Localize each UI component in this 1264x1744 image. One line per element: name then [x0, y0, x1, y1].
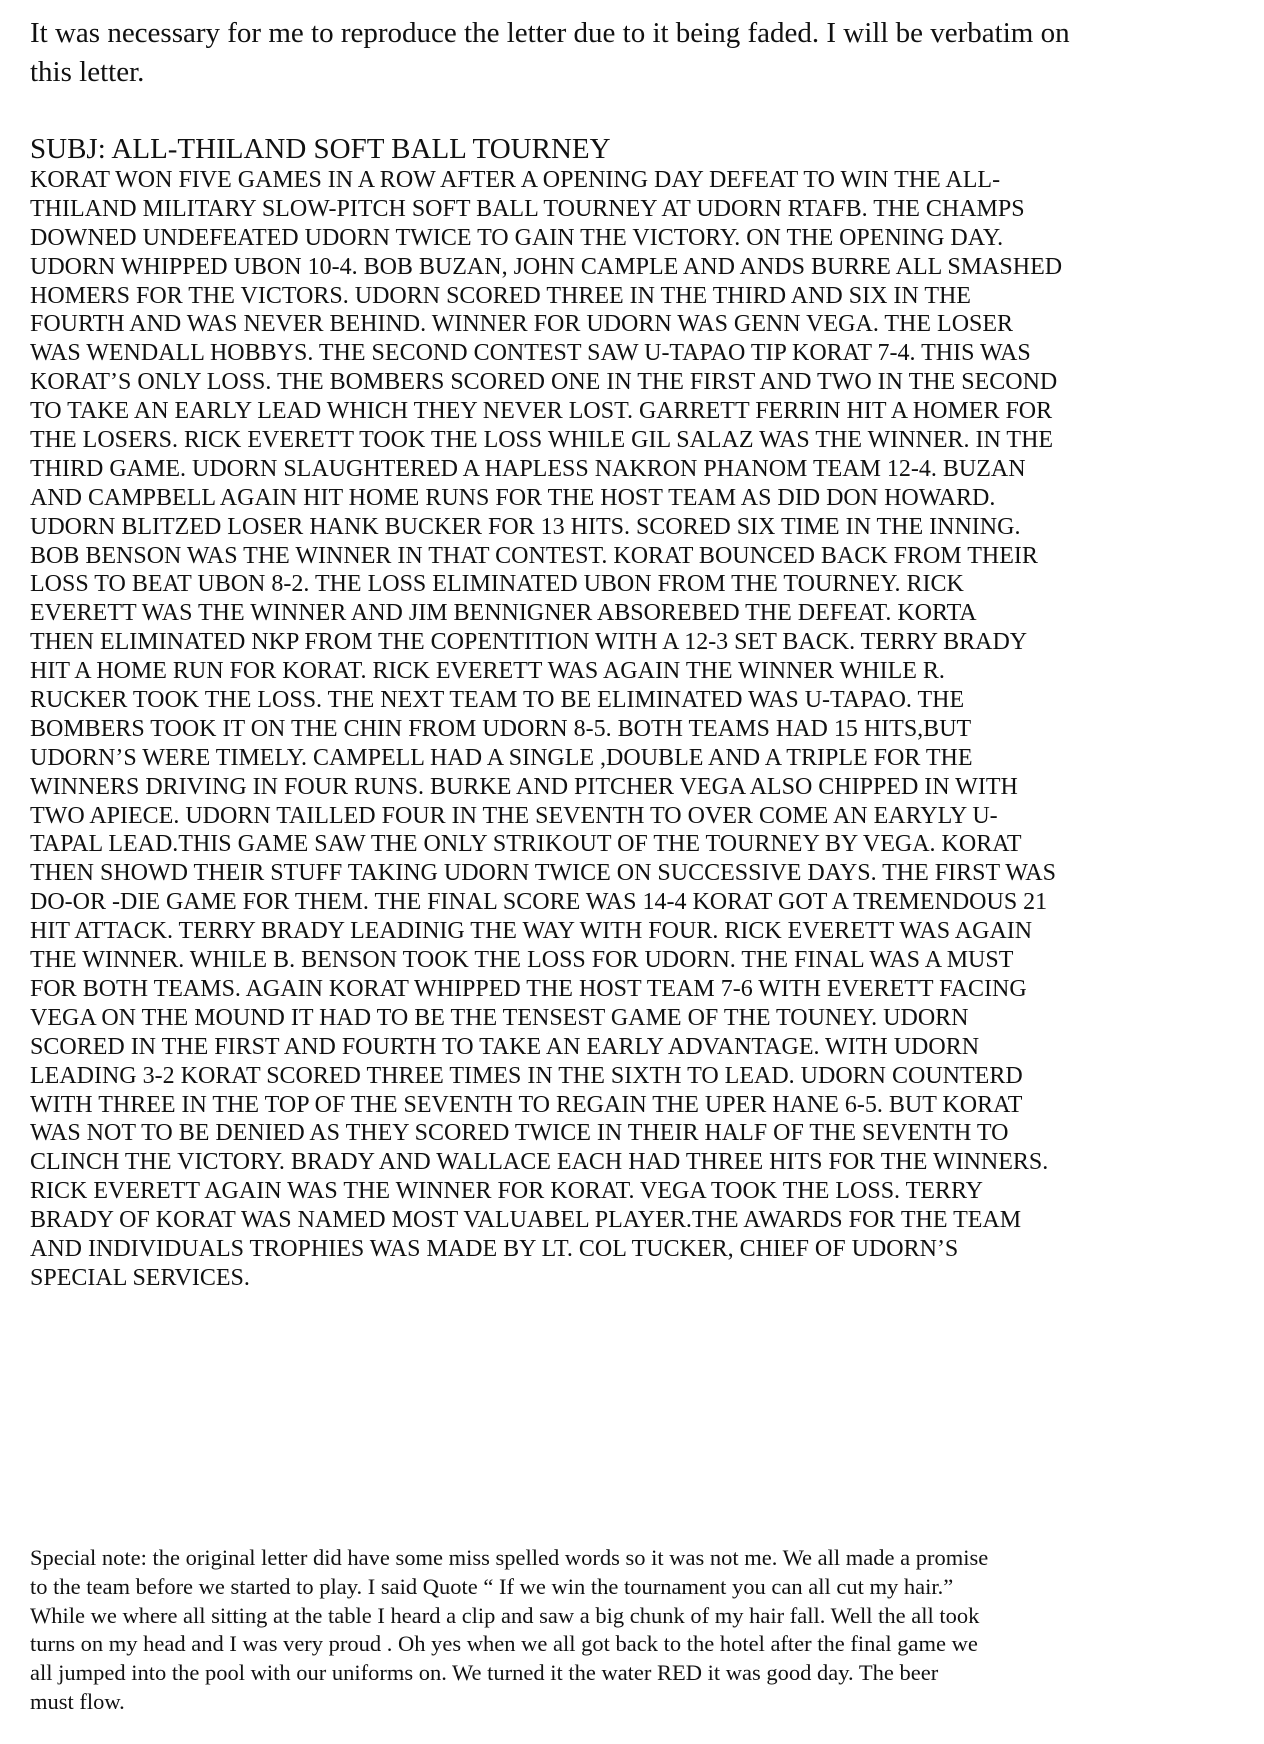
- body-line: UDORN BLITZED LOSER HANK BUCKER FOR 13 HITS. SCORED SIX TIME IN THE INNING.: [30, 513, 1021, 540]
- body-line: SPECIAL SERVICES.: [30, 1264, 250, 1291]
- body-line: CLINCH THE VICTORY. BRADY AND WALLACE EACH HAD THREE HITS FOR THE WINNERS.: [30, 1149, 1049, 1176]
- intro-line: It was necessary for me to reproduce the letter due to it being faded. I will be verbatim on: [30, 17, 1070, 49]
- body-line: EVERETT WAS THE WINNER AND JIM BENNIGNER ABSOREBED THE DEFEAT. KORTA: [30, 600, 977, 627]
- body-line: WAS WENDALL HOBBYS. THE SECOND CONTEST SAW U-TAPAO TIP KORAT 7-4. THIS WAS: [30, 340, 1031, 367]
- body-line: BOMBERS TOOK IT ON THE CHIN FROM UDORN 8-5. BOTH TEAMS HAD 15 HITS,BUT: [30, 715, 972, 742]
- body-line: BOB BENSON WAS THE WINNER IN THAT CONTEST. KORAT BOUNCED BACK FROM THEIR: [30, 542, 1038, 569]
- body-line: SCORED IN THE FIRST AND FOURTH TO TAKE AN EARLY ADVANTAGE. WITH UDORN: [30, 1033, 980, 1060]
- note-line: Special note: the original letter did have some miss spelled words so it was not me. We all made a promise: [30, 1545, 989, 1570]
- body-line: THE LOSERS. RICK EVERETT TOOK THE LOSS WHILE GIL SALAZ WAS THE WINNER. IN THE: [30, 427, 1054, 454]
- subject-heading: SUBJ: ALL-THILAND SOFT BALL TOURNEY: [30, 133, 611, 165]
- body-line: THIRD GAME. UDORN SLAUGHTERED A HAPLESS NAKRON PHANOM TEAM 12-4. BUZAN: [30, 455, 1026, 482]
- note-line: all jumped into the pool with our uniforms on. We turned it the water RED it was good day. The beer: [30, 1660, 939, 1686]
- body-line: HIT ATTACK. TERRY BRADY LEADINIG THE WAY WITH FOUR. RICK EVERETT WAS AGAIN: [30, 918, 1033, 945]
- special-note: [30, 1544, 1230, 1717]
- body-line: WINNERS DRIVING IN FOUR RUNS. BURKE AND PITCHER VEGA ALSO CHIPPED IN WITH: [30, 773, 1018, 800]
- note-line: must flow.: [30, 1688, 125, 1714]
- body-line: AND INDIVIDUALS TROPHIES WAS MADE BY LT. COL TUCKER, CHIEF OF UDORN’S: [30, 1235, 959, 1262]
- note-line: While we where all sitting at the table I heard a clip and saw a big chunk of my hair fall. Well the all took: [30, 1602, 980, 1628]
- body-line: DO-OR -DIE GAME FOR THEM. THE FINAL SCORE WAS 14-4 KORAT GOT A TREMENDOUS 21: [30, 889, 1048, 916]
- letter-body: [30, 166, 1230, 1293]
- body-line: TWO APIECE. UDORN TAILLED FOUR IN THE SEVENTH TO OVER COME AN EARYLY U-: [30, 802, 998, 829]
- body-line: HIT A HOME RUN FOR KORAT. RICK EVERETT WAS AGAIN THE WINNER WHILE R.: [30, 658, 945, 685]
- body-line: FOR BOTH TEAMS. AGAIN KORAT WHIPPED THE HOST TEAM 7-6 WITH EVERETT FACING: [30, 975, 1027, 1002]
- body-line: TO TAKE AN EARLY LEAD WHICH THEY NEVER LOST. GARRETT FERRIN HIT A HOMER FOR: [30, 398, 1053, 425]
- body-line: BRADY OF KORAT WAS NAMED MOST VALUABEL PLAYER.THE AWARDS FOR THE TEAM: [30, 1207, 1022, 1234]
- body-line: WAS NOT TO BE DENIED AS THEY SCORED TWICE IN THEIR HALF OF THE SEVENTH TO: [30, 1120, 1009, 1147]
- body-line: THILAND MILITARY SLOW-PITCH SOFT BALL TOURNEY AT UDORN RTAFB. THE CHAMPS: [30, 195, 1025, 222]
- body-line: RUCKER TOOK THE LOSS. THE NEXT TEAM TO BE ELIMINATED WAS U-TAPAO. THE: [30, 687, 965, 714]
- body-line: LOSS TO BEAT UBON 8-2. THE LOSS ELIMINATED UBON FROM THE TOURNEY. RICK: [30, 571, 964, 598]
- note-line: to the team before we started to play. I said Quote “ If we win the tournament you can all cut my hair.”: [30, 1573, 954, 1599]
- body-line: WITH THREE IN THE TOP OF THE SEVENTH TO REGAIN THE UPER HANE 6-5. BUT KORAT: [30, 1091, 1023, 1118]
- body-line: VEGA ON THE MOUND IT HAD TO BE THE TENSEST GAME OF THE TOUNEY. UDORN: [30, 1004, 969, 1031]
- body-line: KORAT WON FIVE GAMES IN A ROW AFTER A OPENING DAY DEFEAT TO WIN THE ALL-: [30, 167, 1001, 193]
- body-line: RICK EVERETT AGAIN WAS THE WINNER FOR KORAT. VEGA TOOK THE LOSS. TERRY: [30, 1178, 983, 1205]
- body-line: DOWNED UNDEFEATED UDORN TWICE TO GAIN THE VICTORY. ON THE OPENING DAY.: [30, 224, 1004, 251]
- note-line: turns on my head and I was very proud . Oh yes when we all got back to the hotel after the final game we: [30, 1631, 978, 1657]
- body-line: THE WINNER. WHILE B. BENSON TOOK THE LOSS FOR UDORN. THE FINAL WAS A MUST: [30, 947, 1014, 974]
- body-line: HOMERS FOR THE VICTORS. UDORN SCORED THREE IN THE THIRD AND SIX IN THE: [30, 282, 971, 309]
- body-line: THEN ELIMINATED NKP FROM THE COPENTITION WITH A 12-3 SET BACK. TERRY BRADY: [30, 629, 1028, 656]
- body-line: TAPAL LEAD.THIS GAME SAW THE ONLY STRIKOUT OF THE TOURNEY BY VEGA. KORAT: [30, 831, 1022, 858]
- body-line: FOURTH AND WAS NEVER BEHIND. WINNER FOR UDORN WAS GENN VEGA. THE LOSER: [30, 311, 1014, 338]
- body-line: AND CAMPBELL AGAIN HIT HOME RUNS FOR THE HOST TEAM AS DID DON HOWARD.: [30, 484, 996, 511]
- body-line: UDORN’S WERE TIMELY. CAMPELL HAD A SINGLE ,DOUBLE AND A TRIPLE FOR THE: [30, 744, 973, 771]
- body-line: LEADING 3-2 KORAT SCORED THREE TIMES IN THE SIXTH TO LEAD. UDORN COUNTERD: [30, 1062, 1023, 1089]
- body-line: THEN SHOWD THEIR STUFF TAKING UDORN TWICE ON SUCCESSIVE DAYS. THE FIRST WAS: [30, 860, 1056, 887]
- body-line: KORAT’S ONLY LOSS. THE BOMBERS SCORED ONE IN THE FIRST AND TWO IN THE SECOND: [30, 369, 1058, 396]
- intro-line: this letter.: [30, 56, 145, 88]
- body-line: UDORN WHIPPED UBON 10-4. BOB BUZAN, JOHN CAMPLE AND ANDS BURRE ALL SMASHED: [30, 253, 1063, 280]
- intro-paragraph: [30, 14, 1230, 92]
